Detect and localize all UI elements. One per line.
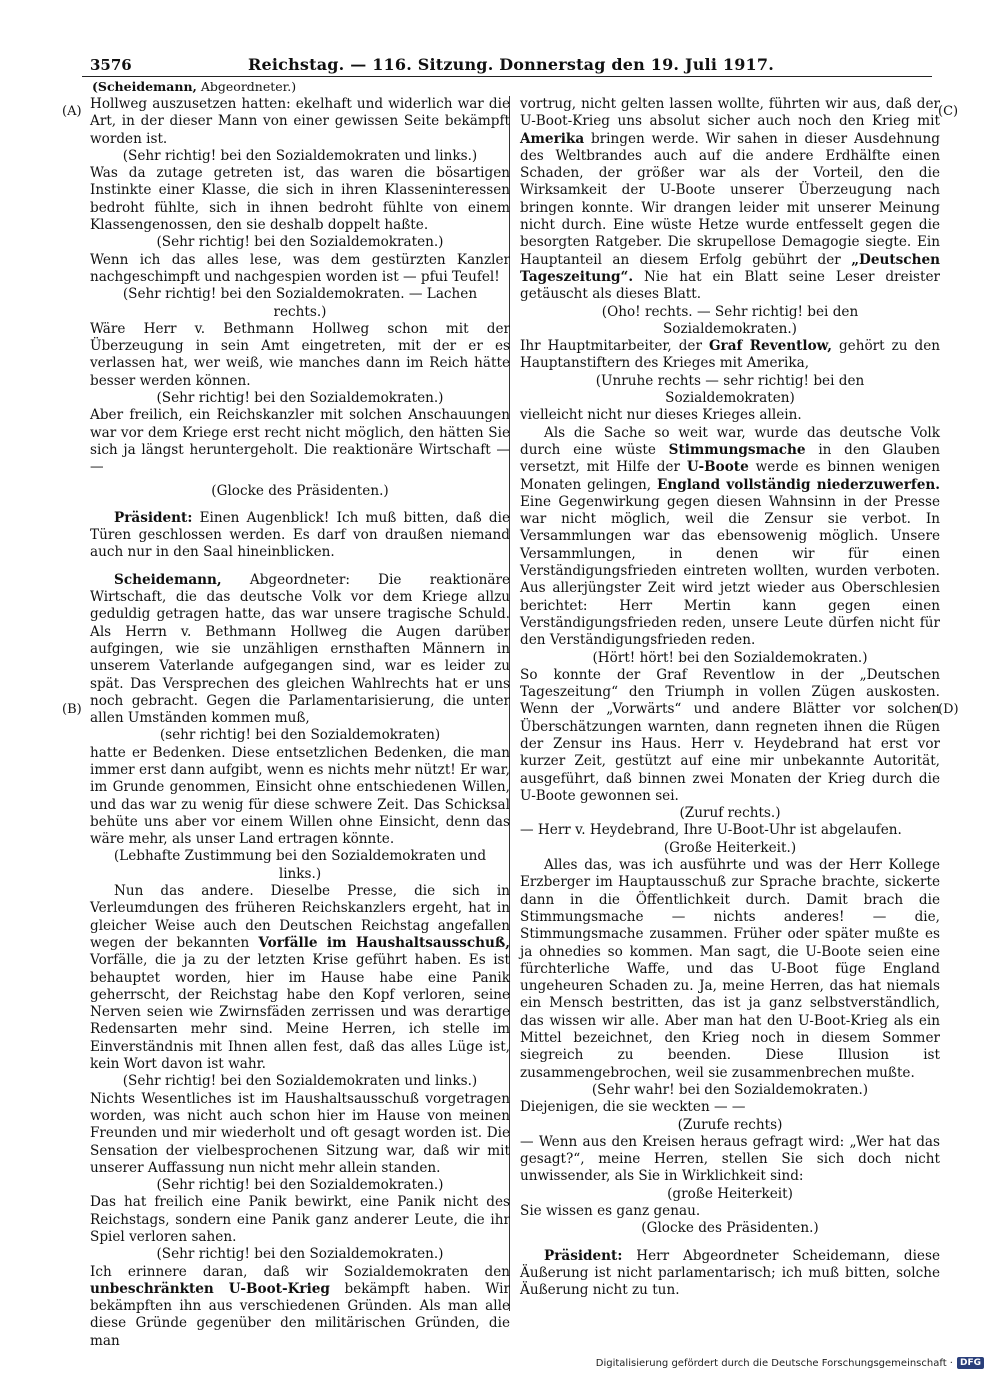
interjection: (Zurufe rechts): [677, 1116, 783, 1133]
interjection: (Sehr richtig! bei den Sozialdemokraten.): [156, 390, 444, 407]
emphasis: „Deutschen Tageszeitung“.: [520, 251, 940, 285]
paragraph: Wäre Herr v. Bethmann Hollweg schon mit der Überzeugung in sein Amt eingetreten, mit der er es verlassen hat, wer weiß, wie manches dann im Reich hätte besser werden können.: [90, 320, 510, 389]
paragraph: [520, 338, 940, 373]
paragraph: Hollweg auszusetzen hatten: ekelhaft und widerlich war die Art, in der dieser Mann von einer gewissen Seite bekämpft worden ist.: [90, 96, 510, 147]
speaker-head-role: Abgeordneter.): [200, 79, 297, 94]
paragraph: Diejenigen, die sie weckten — —: [520, 1099, 746, 1116]
text-run: Nun das andere. Dieselbe Presse, die sich in Verleumdungen des früheren Reichskanzlers ergeht, hat in gleicher Weise auch den Deutschen Reichstag angefallen wegen der bekannten: [90, 883, 510, 951]
page-title: Reichstag. — 116. Sitzung. Donnerstag den 19. Juli 1917.: [248, 55, 774, 74]
page-number: 3576: [90, 56, 132, 74]
right-column: [520, 96, 940, 1299]
text-run: bekämpft haben. Wir bekämpften ihn aus verschiedenen Gründen. Als man alle diese Gründe gegenüber den militärischen Gründen, die man: [90, 1280, 510, 1349]
interjection: (Oho! rechts. — Sehr richtig! bei den Sozialdemokraten.): [601, 303, 859, 337]
emphasis: unbeschränkten U-Boot-Krieg: [90, 1280, 330, 1297]
credit-text: Digitalisierung gefördert durch die Deutsche Forschungsgemeinschaft ·: [595, 1357, 953, 1369]
paragraph: Nichts Wesentliches ist im Haushaltsausschuß vorgetragen worden, was nicht auch schon hier im Hause von meinen Freunden und mir wiederholt und oft gesagt worden ist. Die Sensation der vielbesprochenen Sitzung war, daß wir mit unserer Auffassung nun nicht mehr allein standen.: [90, 1090, 510, 1176]
interjection: (Glocke des Präsidenten.): [211, 482, 389, 499]
paragraph: — Wenn aus den Kreisen heraus gefragt wird: „Wer hat das gesagt?“, meine Herren, stellen Sie sich doch nicht unwissender, als Sie in Wirklichkeit sind:: [520, 1133, 940, 1185]
speech-text: Abgeordneter: Die reaktionäre Wirtschaft, die das deutsche Volk vor dem Kriege allzu geduldig getragen hatte, das war unsere tragische Schuld. Als Herrn v. Bethmann Hollweg die Augen darüber aufgingen, wie sie unzähligen ernsthaften Männern in unserem Vaterlande aufgegangen sind, war es leider zu spät. Das Versprechen des gleichen Wahlrechts hat er uns noch gebracht. Gegen die Parlamentarisierung, die unter allen Umständen kommen muß,: [90, 571, 510, 727]
emphasis: Stimmungsmache: [668, 441, 806, 458]
paragraph: Wenn ich das alles lese, was dem gestürzten Kanzler nachgeschimpft und nachgespien worden ist — pfui Teufel!: [90, 251, 510, 285]
left-column: [90, 96, 510, 1350]
paragraph: [90, 883, 510, 1073]
interjection: (Unruhe rechts — sehr richtig! bei den Sozialdemokraten): [595, 372, 865, 407]
interjection: (Sehr wahr! bei den Sozialdemokraten.): [591, 1081, 869, 1098]
speech-text: Herr Abgeordneter Scheidemann, diese Äußerung ist nicht parlamentarisch; ich muß bitten, solche Äußerung nicht zu tun.: [520, 1247, 940, 1299]
text-run: gehört zu den Hauptanstiftern des Krieges mit Amerika,: [520, 338, 940, 372]
emphasis: Graf Reventlow,: [708, 338, 832, 355]
speech-text: Einen Augenblick! Ich muß bitten, daß die Türen geschlossen werden. Es darf von draußen niemand auch nur in den Saal hineinblicken.: [90, 509, 510, 561]
emphasis: England vollständig niederzuwerfen.: [656, 476, 940, 493]
paragraph: Alles das, was ich ausführte und was der Herr Kollege Erzberger im Hauptausschuß zur Sprache brachte, sickerte dann in die Öffentlichkeit durch. Damit brach die Stimmungsmache — nichts anderes! — die, Stimmungsmache zusammen. Früher oder später mußte es ja ohnedies so kommen. Man sagt, die U-Boote seien eine fürchterliche Waffe, und das U-Boot füge England ungeheuren Schaden zu. Ja, meine Herren, das hat niemals ein Mensch bestritten, das ist ja ganz selbstverständlich, das wissen wir alle. Aber man hat den U-Boot-Krieg als ein Mittel bezeichnet, den Krieg noch in diesem Sommer siegreich zu beenden. Diese Illusion ist zusammengebrochen, weil sie zusammenbrechen mußte.: [520, 857, 940, 1081]
paragraph: Sie wissen es ganz genau.: [520, 1203, 701, 1219]
emphasis: Vorfälle im Haushaltsausschuß,: [258, 934, 510, 951]
text-run: Ich erinnere daran, daß wir Sozialdemokraten den: [90, 1263, 510, 1280]
text-run: in den Glauben versetzt, mit Hilfe der: [520, 441, 940, 476]
margin-marker-d: (D): [938, 702, 959, 717]
speaker-name: Präsident:: [114, 509, 193, 526]
paragraph: vielleicht nicht nur dieses Krieges allein.: [520, 407, 802, 424]
scheidemann-speech: [90, 572, 510, 728]
text-run: bringen werde. Wir sahen in dieser Ausdehnung des Weltbrandes auch auf die andere Erdhälfte einen Schaden, der größer war als der Vorteil, den die Wirksamkeit der U-Boote unserer Überzeugung nach bringen konnte. Wir drangen leider mit unserer Meinung nicht durch. Eine wüste Hetze wurde entfesselt gegen die besorgten Ratgeber. Die skrupellose Demagogie siegte. Ein Hauptanteil an diesem Erfolg gebührt der: [520, 130, 940, 268]
spacer: [90, 500, 510, 510]
spacer: [520, 1238, 940, 1248]
text-run: Als die Sache so weit war, wurde das deutsche Volk durch eine wüste: [520, 424, 940, 458]
text-run: Eine Gegenwirkung gegen diesen Wahnsinn in der Presse war nicht möglich, weil die Zensur sie verbot. In Versammlungen war das ebensowenig möglich. Unsere Versammlungen, in denen wir für einen Verständigungsfrieden eintreten wollten, wurden verboten. Aus allerjüngster Zeit wird jetzt wieder aus Oberschlesien berichtet: Herr Mertin kann gegen einen Verständigungsfrieden reden, unsere Leute dürfen nicht für den Verständigungsfrieden reden.: [520, 493, 940, 649]
text-run: werde es binnen wenigen Monaten gelingen,: [520, 459, 940, 493]
margin-marker-a: (A): [62, 104, 82, 119]
paragraph: [520, 96, 940, 304]
margin-marker-c: (C): [938, 104, 959, 119]
paragraph: So konnte der Graf Reventlow in der „Deutschen Tageszeitung“ den Triumph in vollen Zügen auskosten. Wenn der „Vorwärts“ und andere Blätter vor solchen Überschätzungen warnten, dann regneten ihnen die Rügen der Zensur ins Haus. Herr v. Heydebrand hat erst vor kurzer Zeit, gestützt auf eine mir unbekannte Autorität, ausgeführt, daß binnen zwei Monaten der Krieg durch die U-Boote gewonnen sei.: [520, 666, 940, 804]
digitization-credit: [596, 1357, 984, 1369]
text-run: Ihr Hauptmitarbeiter, der: [520, 338, 702, 355]
running-speaker-head: [92, 79, 296, 94]
interjection: (Sehr richtig! bei den Sozialdemokraten.): [156, 234, 444, 251]
emphasis: U-Boote: [686, 459, 749, 476]
text-run: Vorfälle, die ja zu der letzten Krise geführt haben. Es ist behauptet worden, hier im Hause habe eine Panik geherrscht, der Reichstag habe den Kopf verloren, seine Nerven seien wie Zwirnsfäden zerrissen und was derartige Redensarten mehr sind. Meine Herren, ich stelle im Einverständnis mit Ihnen allen fest, daß das alles Lüge ist, kein Wort davon ist wahr.: [90, 952, 510, 1073]
header-rule: [82, 76, 932, 77]
paragraph: [520, 425, 940, 650]
paragraph: [90, 1264, 510, 1350]
emphasis: Amerika: [520, 130, 585, 147]
paragraph: Das hat freilich eine Panik bewirkt, eine Panik nicht des Reichstags, sondern eine Panik ganz anderer Leute, die ihr Spiel verloren sahen.: [90, 1194, 510, 1245]
paragraph: — Herr v. Heydebrand, Ihre U-Boot-Uhr ist abgelaufen.: [520, 822, 902, 839]
speaker-name: Präsident:: [544, 1247, 623, 1264]
interjection: (Sehr richtig! bei den Sozialdemokraten.): [156, 1246, 444, 1263]
paragraph: hatte er Bedenken. Diese entsetzlichen Bedenken, die man immer erst dann aufgibt, wenn es nichts mehr nützt! Er war, im Grunde genommen, Einsicht ohne entschiedenen Willen, und das war zu wenig für diese schwere Zeit. Das Schicksal behüte uns aber vor einem Willen ohne Einsicht, denn das wäre mehr, als unser Land ertragen könnte.: [90, 744, 510, 848]
interjection: (Sehr richtig! bei den Sozialdemokraten und links.): [122, 147, 478, 164]
interjection: (große Heiterkeit): [667, 1185, 793, 1202]
interjection: (Sehr richtig! bei den Sozialdemokraten.): [156, 1177, 444, 1194]
speaker-name: Scheidemann,: [114, 571, 222, 588]
speaker-head-name: (Scheidemann,: [92, 79, 197, 94]
president-speech: [90, 510, 510, 562]
interjection: (Sehr richtig! bei den Sozialdemokraten. — Lachen rechts.): [122, 286, 478, 320]
interjection: (Große Heiterkeit.): [663, 839, 797, 856]
interjection: (sehr richtig! bei den Sozialdemokraten): [159, 727, 441, 744]
paragraph: Was da zutage getreten ist, das waren die bösartigen Instinkte einer Klasse, die sich in ihren Klasseninteressen bedroht fühlte, sich in ihnen bedroht fühlte von einem Klassengenossen, den sie deshalb doppelt haßte.: [90, 165, 510, 234]
interjection: (Lebhafte Zustimmung bei den Sozialdemokraten und links.): [113, 848, 487, 882]
interjection: (Hört! hört! bei den Sozialdemokraten.): [592, 649, 868, 666]
dfg-logo: DFG: [957, 1357, 984, 1369]
text-run: Nie hat ein Blatt seine Leser dreister getäuscht als dieses Blatt.: [520, 268, 940, 303]
text-run: vortrug, nicht gelten lassen wollte, führten wir aus, daß der U-Boot-Krieg uns absolut sicher auch noch den Krieg mit: [520, 96, 940, 130]
interjection: (Glocke des Präsidenten.): [641, 1220, 819, 1237]
paragraph: Aber freilich, ein Reichskanzler mit solchen Anschauungen war vor dem Kriege erst recht nicht möglich, den hätten Sie sich ja längst heruntergeholt. Die reaktionäre Wirtschaft — —: [90, 407, 510, 476]
interjection: (Zuruf rechts.): [679, 805, 781, 822]
spacer: [90, 562, 510, 572]
president-speech: [520, 1248, 940, 1300]
page-header: [90, 54, 932, 78]
interjection: (Sehr richtig! bei den Sozialdemokraten und links.): [122, 1073, 478, 1090]
margin-marker-b: (B): [62, 702, 82, 717]
